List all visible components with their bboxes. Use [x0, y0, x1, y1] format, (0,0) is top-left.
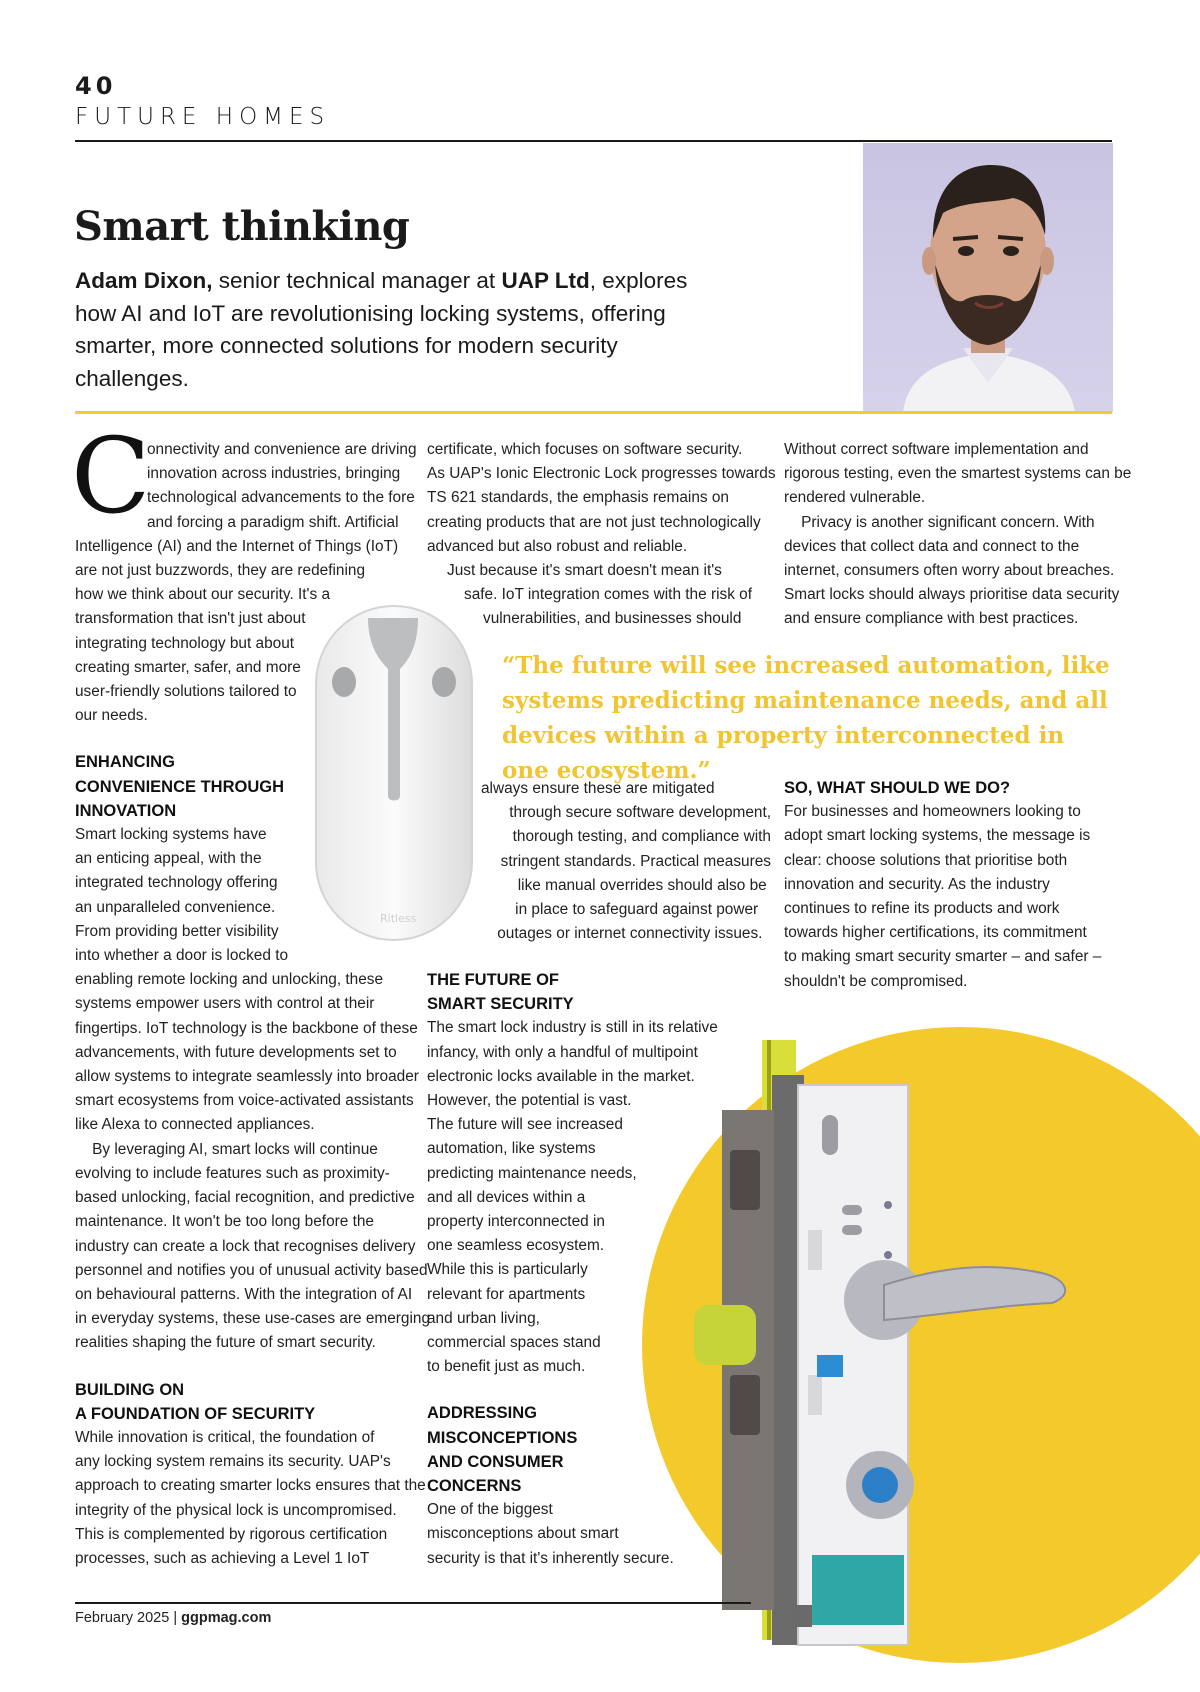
column-3-lower [784, 776, 1114, 994]
text-line: As UAP's Ionic Electronic Lock progresses towards [427, 465, 776, 483]
text-line: creating products that are not just technologically [427, 513, 761, 531]
text-line: systems empower users with control at their [75, 995, 375, 1013]
text-line: like Alexa to connected appliances. [75, 1116, 315, 1134]
text-line: realities shaping the future of smart security. [75, 1334, 376, 1352]
text-line: evolving to include features such as proximity- [75, 1164, 390, 1182]
text-line: through secure software development, [509, 804, 771, 822]
text-line: From providing better visibility [75, 922, 279, 940]
text-line: TS 621 standards, the emphasis remains on [427, 489, 729, 507]
subheading-line: ADDRESSING [427, 1404, 538, 1423]
company-name: UAP Ltd [501, 268, 590, 293]
text-line: how we think about our security. It's a [75, 586, 331, 604]
text-line: security is that it's inherently secure. [427, 1549, 674, 1567]
subheading-line: CONVENIENCE THROUGH [75, 777, 285, 796]
footer-site: ggpmag.com [181, 1610, 272, 1626]
text-line: enabling remote locking and unlocking, these [75, 971, 384, 989]
column-3-top [784, 438, 1132, 632]
text-line: For businesses and homeowners looking to [784, 803, 1081, 821]
text-line: integrating technology but about [75, 634, 295, 652]
subheading-line: INNOVATION [75, 801, 177, 820]
text-line: thorough testing, and compliance with [512, 828, 771, 846]
text-line: in everyday systems, these use-cases are emerging [75, 1310, 430, 1328]
subheading-line: CONCERNS [427, 1477, 522, 1496]
yellow-divider [75, 411, 1112, 414]
fob-brand-label: Ritless [380, 912, 417, 925]
text-line: property interconnected in [427, 1213, 605, 1231]
subheading-line: MISCONCEPTIONS [427, 1428, 578, 1447]
text-line: and all devices within a [427, 1188, 586, 1206]
text-line: While innovation is critical, the foundation of [75, 1428, 375, 1446]
text-line: to benefit just as much. [427, 1358, 586, 1376]
text-line: and ensure compliance with best practices. [784, 610, 1079, 628]
column-2-wrap-1 [447, 559, 767, 632]
page-number: 40 [75, 72, 117, 100]
text-line: transformation that isn't just about [75, 610, 306, 628]
text-line: on behavioural patterns. With the integration of AI [75, 1285, 413, 1303]
text-line: outages or internet connectivity issues. [497, 925, 763, 943]
text-line: are not just buzzwords, they are redefining [75, 562, 366, 580]
text-line: fingertips. IoT technology is the backbone of these [75, 1019, 418, 1037]
author-portrait [863, 143, 1113, 412]
text-line: and urban living, [427, 1309, 540, 1327]
text-line: internet, consumers often worry about breaches. [784, 562, 1115, 580]
text-line: user-friendly solutions tailored to [75, 683, 297, 701]
text-line: innovation across industries, bringing [147, 465, 401, 483]
text-line: and forcing a paradigm shift. Artificial [147, 513, 399, 531]
text-line: clear: choose solutions that prioritise both [784, 851, 1068, 869]
text-line: Smart locking systems have [75, 826, 267, 844]
text-line: an enticing appeal, with the [75, 850, 262, 868]
subheading-line: AND CONSUMER [427, 1452, 564, 1471]
article-standfirst [75, 265, 715, 395]
text-line: advancements, with future developments set to [75, 1043, 397, 1061]
text-line: relevant for apartments [427, 1285, 586, 1303]
text-line: advanced but also robust and reliable. [427, 537, 688, 555]
text-line: rigorous testing, even the smartest systems can be [784, 465, 1132, 483]
text-line: commercial spaces stand [427, 1334, 601, 1352]
text-line: one seamless ecosystem. [427, 1237, 605, 1255]
text-line: misconceptions about smart [427, 1525, 619, 1543]
subheading-foundation [75, 1378, 405, 1426]
text-line: any locking system remains its security. UAP's [75, 1453, 391, 1471]
door-lock-illustration [622, 1015, 1200, 1692]
text-line: personnel and notifies you of unusual activity based [75, 1261, 428, 1279]
text-line: into whether a door is locked to [75, 947, 289, 965]
text-line: This is complemented by rigorous certification [75, 1525, 388, 1543]
author-role: senior technical manager at [212, 268, 502, 293]
column-2-mid [481, 777, 771, 946]
door-lock-image [622, 1015, 1200, 1692]
subheading-line: SMART SECURITY [427, 995, 574, 1014]
text-line: in place to safeguard against power [515, 901, 759, 919]
smart-key-fob-image [310, 604, 478, 944]
text-line: technological advancements to the fore [147, 489, 415, 507]
subheading-line: BUILDING ON [75, 1380, 185, 1399]
text-line: Just because it's smart doesn't mean it's [447, 562, 722, 579]
text-line: integrity of the physical lock is uncompromised. [75, 1501, 397, 1519]
page-footer [75, 1610, 271, 1626]
text-line: infancy, with only a handful of multipoint [427, 1043, 698, 1061]
text-line: predicting maintenance needs, [427, 1164, 637, 1182]
subheading-line: A FOUNDATION OF SECURITY [75, 1404, 316, 1423]
paragraph-ai [75, 1138, 430, 1356]
text-line: rendered vulnerable. [784, 489, 926, 507]
text-line: approach to creating smarter locks ensures that the [75, 1477, 426, 1495]
top-divider [75, 140, 1112, 142]
text-line: One of the biggest [427, 1501, 553, 1519]
text-line: innovation and security. As the industry [784, 875, 1050, 893]
section-title: FUTURE HOMES [75, 104, 331, 130]
subheading-line: THE FUTURE OF [427, 971, 559, 989]
text-line: electronic locks available in the market. [427, 1067, 695, 1085]
subheading-future [427, 968, 747, 1016]
text-line: onnectivity and convenience are driving [147, 441, 417, 458]
author-name: Adam Dixon, [75, 268, 213, 293]
subheading-what-should-we-do: SO, WHAT SHOULD WE DO? [784, 779, 1011, 797]
text-line: based unlocking, facial recognition, and predictive [75, 1189, 415, 1207]
text-line: Smart locks should always prioritise data security [784, 586, 1120, 604]
text-line: allow systems to integrate seamlessly into broader [75, 1068, 419, 1086]
pull-quote: “The future will see increased automation, like systems predicting maintenance needs, and all devices within a property interconnected in one ecosystem.” [502, 652, 1110, 784]
text-line: to making smart security smarter – and safer – [784, 948, 1102, 966]
text-line: Intelligence (AI) and the Internet of Things (IoT) [75, 537, 399, 555]
text-line: However, the potential is vast. [427, 1092, 632, 1110]
text-line: integrated technology offering [75, 874, 278, 892]
text-line: By leveraging AI, smart locks will continue [75, 1140, 378, 1158]
portrait-illustration [863, 143, 1113, 412]
text-line: Privacy is another significant concern. With [784, 513, 1095, 531]
text-line: safe. IoT integration comes with the risk of [464, 586, 752, 604]
paragraph-security [75, 1426, 426, 1571]
text-line: towards higher certifications, its commitment [784, 924, 1087, 942]
text-line: The future will see increased [427, 1116, 623, 1134]
text-line: processes, such as achieving a Level 1 IoT [75, 1549, 370, 1567]
text-line: industry can create a lock that recognises delivery [75, 1237, 416, 1255]
text-line: devices that collect data and connect to the [784, 537, 1080, 555]
text-line: an unparalleled convenience. [75, 898, 276, 916]
text-line: maintenance. It won't be too long before the [75, 1213, 374, 1231]
text-line: While this is particularly [427, 1261, 588, 1279]
paragraph-conclusion [784, 800, 1114, 994]
footer-divider [75, 1602, 751, 1604]
text-line: creating smarter, safer, and more [75, 658, 301, 676]
text-line: like manual overrides should also be [517, 876, 767, 894]
standfirst-text: , explores how AI and IoT are revolutionising locking systems, offering smarter, more connected solutions for modern security challenges. [75, 268, 688, 391]
text-line: Without correct software implementation and [784, 441, 1089, 458]
article-title: Smart thinking [74, 203, 410, 250]
text-line: The smart lock industry is still in its relative [427, 1019, 718, 1037]
column-2-top [427, 438, 776, 559]
key-fob-illustration [310, 604, 478, 944]
text-line: shouldn't be compromised. [784, 972, 968, 990]
text-line: stringent standards. Practical measures [500, 852, 771, 870]
text-line: certificate, which focuses on software security. [427, 441, 743, 458]
drop-cap: C [71, 415, 151, 537]
text-line: vulnerabilities, and businesses should [483, 610, 742, 628]
text-line: continues to refine its products and work [784, 900, 1060, 918]
text-line: smart ecosystems from voice-activated assistants [75, 1092, 414, 1110]
text-line: adopt smart locking systems, the message is [784, 827, 1091, 845]
footer-date: February 2025 | [75, 1610, 182, 1626]
text-line: our needs. [75, 707, 148, 725]
text-line: automation, like systems [427, 1140, 596, 1158]
subheading-line: ENHANCING [75, 753, 175, 772]
text-line: always ensure these are mitigated [481, 780, 715, 797]
